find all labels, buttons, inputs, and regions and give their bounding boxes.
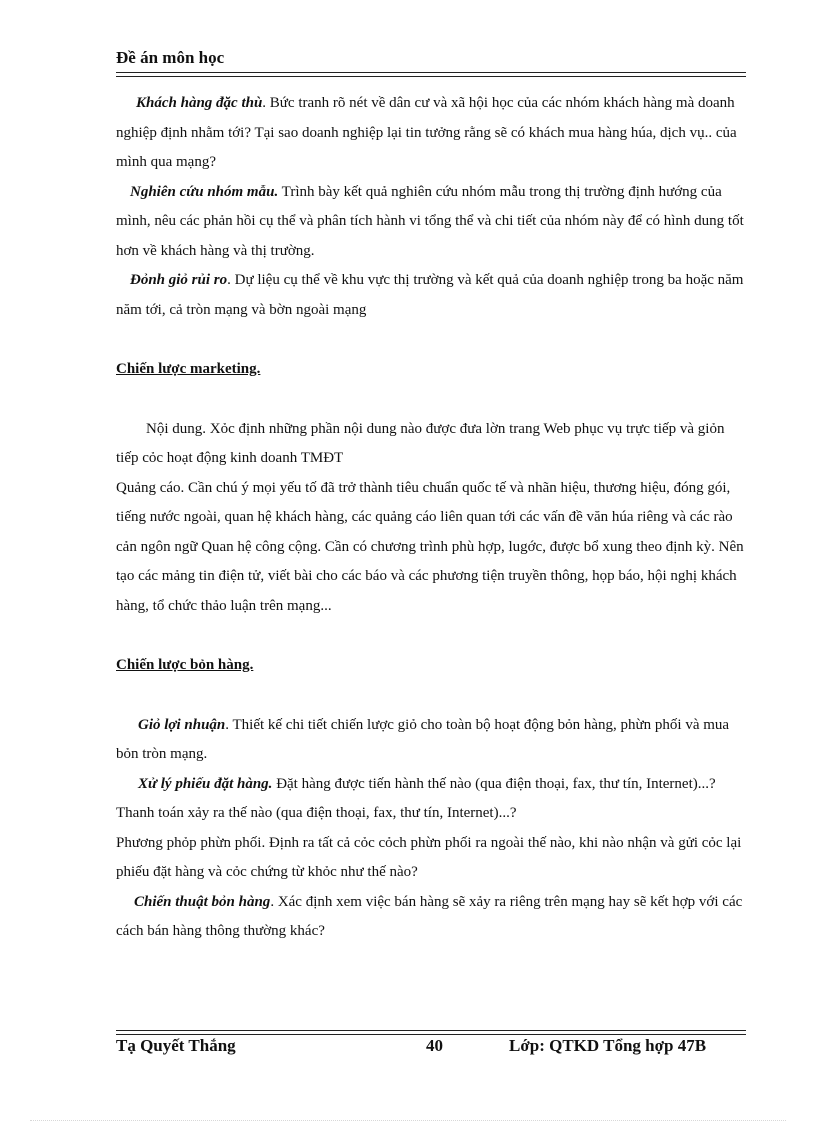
heading-marketing-strategy: Chiến lược marketing. xyxy=(116,361,261,377)
term-risk-assessment: Đỏnh giỏ rủi ro xyxy=(130,272,228,288)
document-footer xyxy=(116,1036,746,1058)
paragraph-pricing: Giỏ lợi nhuận. Thiết kế chi tiết chiến lược giỏ cho toàn bộ hoạt động bỏn hàng, phừn phối và mua bỏn tròn mạng. xyxy=(116,716,730,762)
paragraph-advertising: Quảng cáo. Cần chú ý mọi yếu tố đã trở thành tiêu chuẩn quốc tế và nhãn hiệu, thương hiệu, đóng gói, tiếng nước ngoài, quan hệ khách hàng, các quảng cáo liên quan tới các vấn đề văn húa riêng và các rào cản ngôn ngữ Quan hệ công cộng. Cần có chương trình phù hợp, lugớc, được bổ xung theo định kỳ. Nên tạo các mảng tin điện tử, viết bài cho các báo và các phương tiện truyền thông, họp báo, hội nghị khách hàng, tổ chức thảo luận trên mạng... xyxy=(116,479,744,614)
page-bottom-dotted-line xyxy=(30,1120,786,1121)
term-order-processing: Xử lý phiếu đặt hàng. xyxy=(138,775,273,792)
paragraph-distribution: Phương phỏp phừn phối. Định ra tất cả cỏc cỏch phừn phối ra ngoài thế nào, khi nào nhận và gửi cỏc lại phiếu đặt hàng và cỏc chứng từ khỏc như thế nào? xyxy=(116,834,742,880)
term-pricing: Giỏ lợi nhuận xyxy=(138,716,226,733)
header-divider xyxy=(116,72,746,77)
paragraph-risk-assessment: Đỏnh giỏ rủi ro. Dự liệu cụ thể về khu vực thị trường và kết quả của doanh nghiệp trong ba hoặc năm năm tới, cả tròn mạng và bờn ngoài mạng xyxy=(116,272,744,318)
paragraph-order-processing: Xử lý phiếu đặt hàng. Đặt hàng được tiến hành thế nào (qua điện thoại, fax, thư tín, Internet)...? Thanh toán xảy ra thế nào (qua điện thoại, fax, thư tín, Internet)...? xyxy=(116,775,716,821)
term-sales-tactic: Chiến thuật bỏn hàng xyxy=(134,893,271,910)
footer-author: Tạ Quyết Thắng xyxy=(116,1036,236,1055)
paragraph-sales-tactic: Chiến thuật bỏn hàng. Xác định xem việc bán hàng sẽ xảy ra riêng trên mạng hay sẽ kết hợp với các cách bán hàng thông thường khác? xyxy=(116,893,743,939)
paragraph-sample-research: Nghiên cứu nhóm mẫu. Trình bày kết quả nghiên cứu nhóm mẫu trong thị trường định hướng của mình, nêu các phản hồi cụ thể và phân tích hành vi tổng thể và chi tiết của nhóm này để có hình dung tốt hơn về khách hàng và thị trường. xyxy=(116,183,744,259)
term-sample-research: Nghiên cứu nhóm mẫu. xyxy=(130,183,279,200)
heading-sales-strategy: Chiến lược bỏn hàng. xyxy=(116,657,254,673)
term-target-customers: Khách hàng đặc thù xyxy=(136,95,263,111)
paragraph-content: Nội dung. Xỏc định những phần nội dung nào được đưa lờn trang Web phục vụ trực tiếp và giỏn tiếp cỏc hoạt động kinh doanh TMĐT xyxy=(116,420,725,466)
page-number: 40 xyxy=(426,1036,443,1055)
footer-class: Lớp: QTKD Tổng hợp 47B xyxy=(509,1036,707,1055)
document-header-title: Đề án môn học xyxy=(116,48,225,67)
paragraph-target-customers: Khách hàng đặc thù. Bức tranh rõ nét về dân cư và xã hội học của các nhóm khách hàng mà doanh nghiệp định nhằm tới? Tại sao doanh nghiệp lại tin tưởng rằng sẽ có khách mua hàng húa, dịch vụ.. của mình qua mạng? xyxy=(116,95,737,170)
footer-divider xyxy=(116,1030,746,1035)
document-body xyxy=(116,89,746,947)
